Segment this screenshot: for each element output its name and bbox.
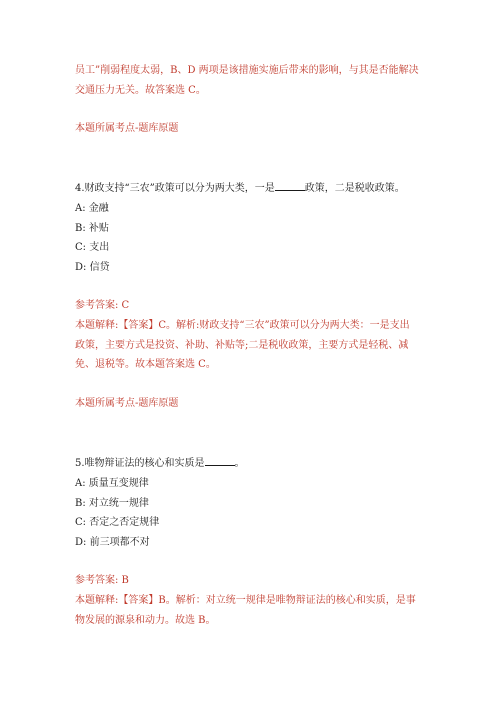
q5-option-c: C: 否定之否定规律 (75, 517, 160, 528)
q4-answer: 参考答案: C (75, 300, 130, 311)
q5-stem-text-after: 。 (234, 458, 245, 469)
q4-explanation-line-3: 免、退税等。故本题答案选 C。 (75, 359, 216, 370)
q4-source: 本题所属考点-题库原题 (75, 398, 179, 409)
q4-option-c: C: 支出 (75, 242, 110, 253)
q5-option-a: A: 质量互变规律 (75, 478, 149, 489)
q5-explanation-line-1: 本题解释:【答案】B。解析：对立统一规律是唯物辩证法的核心和实质，是事 (75, 595, 416, 606)
q4-stem-text-before: 4.财政支持“三农”政策可以分为两大类，一是 (75, 183, 275, 194)
q4-answer-blank (275, 180, 305, 191)
q5-stem (75, 455, 245, 471)
q3-source: 本题所属考点-题库原题 (75, 123, 179, 134)
q4-option-a: A: 金融 (75, 203, 109, 214)
q4-explanation-line-1: 本题解释:【答案】C。解析:财政支持“三农”政策可以分为两大类：一是支出 (75, 320, 410, 331)
q3-explanation-line-1: 员工”削弱程度太弱，B、D 两项是该措施实施后带来的影响，与其是否能解决 (75, 65, 419, 76)
q5-stem-text-before: 5.唯物辩证法的核心和实质是 (75, 458, 205, 469)
q3-explanation-line-2: 交通压力无关。故答案选 C。 (75, 85, 206, 96)
q4-stem (75, 180, 405, 196)
q4-option-d: D: 信贷 (75, 262, 110, 273)
q5-explanation-line-2: 物发展的源泉和动力。故选 B。 (75, 615, 216, 626)
q5-option-d: D: 前三项都不对 (75, 537, 150, 548)
q4-stem-text-after: 政策，二是税收政策。 (304, 183, 405, 194)
q4-explanation-line-2: 政策，主要方式是投资、补助、补贴等;二是税收政策，主要方式是轻税、减 (75, 340, 409, 351)
q5-option-b: B: 对立统一规律 (75, 498, 149, 509)
q5-answer: 参考答案: B (75, 575, 129, 586)
q5-answer-blank (205, 455, 235, 466)
q4-option-b: B: 补贴 (75, 223, 109, 234)
